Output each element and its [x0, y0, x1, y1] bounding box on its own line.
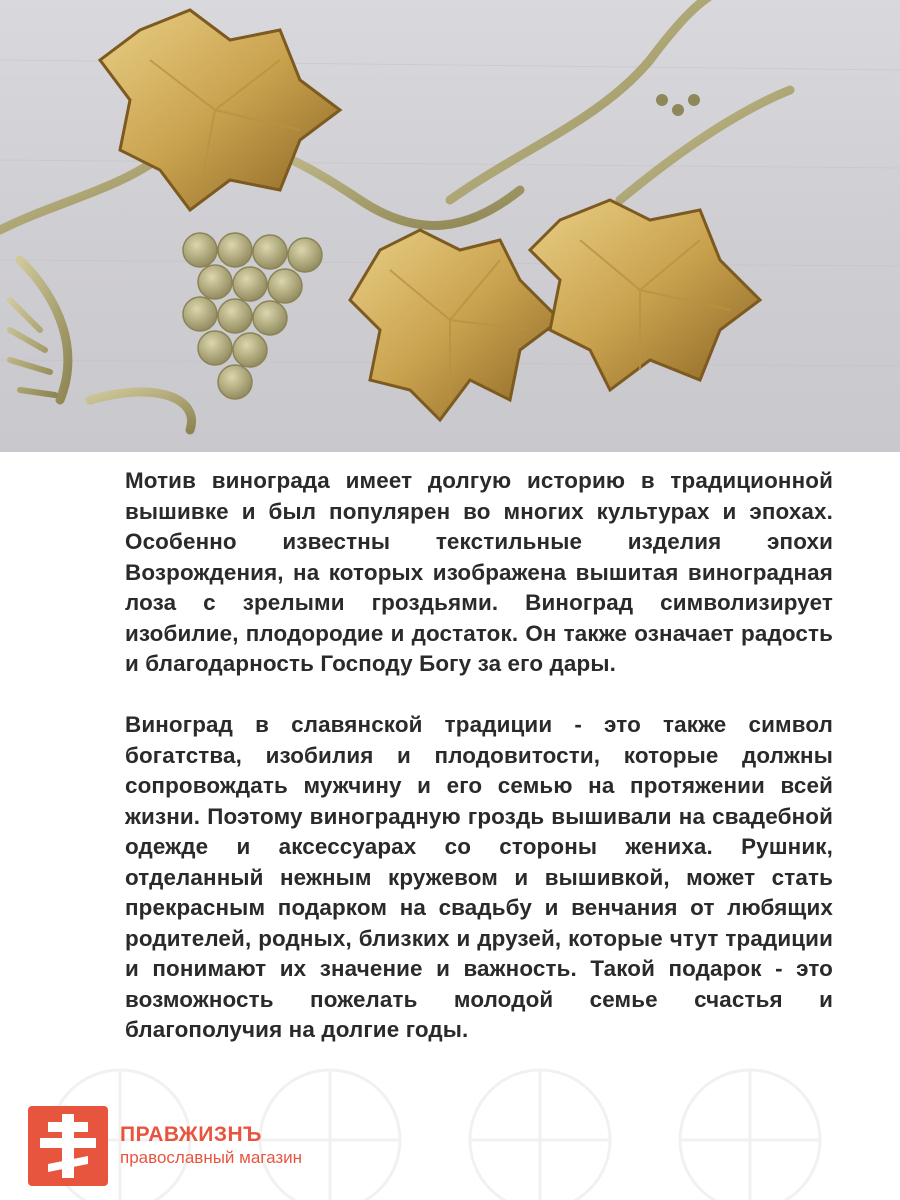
brand-logo[interactable] [28, 1106, 302, 1186]
article-paragraph: Виноград в славянской традиции - это также символ богатства, изобилия и плодовитости, которые должны сопровождать мужчину и его семью на протяжении всей жизни. Поэтому виноградную гроздь вышивали на свадебной одежде и аксессуарах со стороны жениха. Рушник, отделанный нежным кружевом и вышивкой, может стать прекрасным подарком на свадьбу и венчания от любящих родителей, родных, близких и друзей, которые чтут традиции и понимают их значение и важность. Такой подарок - это возможность пожелать молодой семье счастья и благополучия на долгие годы. [125, 712, 833, 1042]
embroidered-grapevine-icon [0, 0, 900, 452]
brand-name: ПРАВЖИЗНЪ [120, 1123, 262, 1146]
orthodox-cross-icon [28, 1106, 108, 1186]
brand-tagline: православный магазин [120, 1148, 303, 1167]
article-paragraph: Мотив винограда имеет долгую историю в традиционной вышивке и был популярен во многих культурах и эпохах. Особенно известны текстильные изделия эпохи Возрождения, на которых изображена вышитая виноградная лоза с зрелыми гроздьями. Виноград символизирует изобилие, плодородие и достаток. Он также означает радость и благодарность Господу Богу за его дары. [125, 468, 833, 676]
embroidery-photo [0, 0, 900, 452]
article [125, 466, 833, 1046]
